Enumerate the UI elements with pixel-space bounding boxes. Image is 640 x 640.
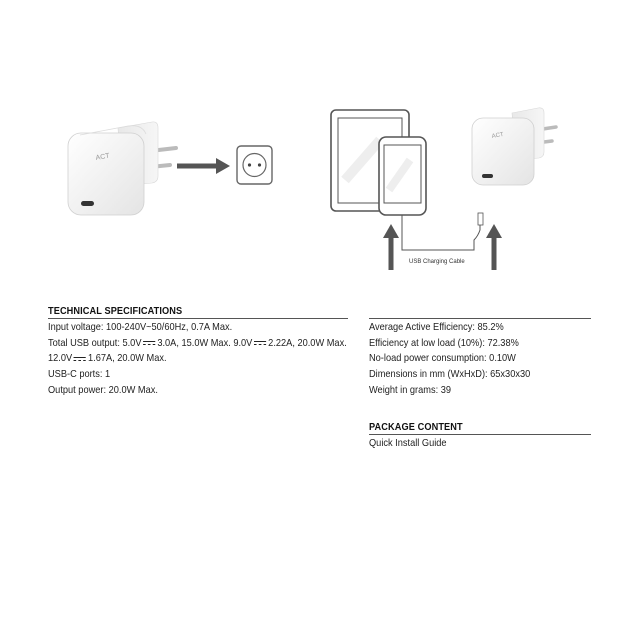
spec-total-output: Total USB output: 5.0V 3.0A, 15.0W Max. 9.0V 2.22A, 20.0W Max. bbox=[48, 336, 347, 349]
brand-logo: ACT bbox=[491, 131, 505, 140]
cable-label: USB Charging Cable bbox=[409, 259, 465, 265]
arrow-right-icon bbox=[177, 158, 230, 174]
specs-divider bbox=[48, 318, 348, 319]
efficiency-list bbox=[369, 320, 552, 399]
package-item: Quick Install Guide bbox=[369, 437, 447, 449]
specs-list bbox=[48, 320, 388, 399]
charger-icon bbox=[68, 122, 176, 215]
dc-symbol-icon bbox=[254, 340, 266, 346]
efficiency-average: Average Active Efficiency: 85.2% bbox=[369, 321, 504, 333]
spec-total-output-continued: 12.0V 1.67A, 20.0W Max. bbox=[48, 352, 167, 365]
dc-symbol-icon bbox=[143, 340, 155, 346]
spec-output-power: Output power: 20.0W Max. bbox=[48, 383, 158, 396]
package-heading: PACKAGE CONTENT bbox=[369, 422, 463, 433]
weight: Weight in grams: 39 bbox=[369, 383, 452, 396]
efficiency-no-load: No-load power consumption: 0.10W bbox=[369, 352, 516, 365]
specs-heading: TECHNICAL SPECIFICATIONS bbox=[48, 306, 183, 317]
brand-logo: ACT bbox=[95, 152, 111, 162]
efficiency-low-load: Efficiency at low load (10%): 72.38% bbox=[369, 336, 519, 349]
usb-cable-icon bbox=[402, 213, 483, 250]
wall-socket-icon bbox=[237, 146, 272, 184]
package-divider bbox=[369, 434, 591, 435]
diagram bbox=[0, 0, 640, 290]
efficiency-divider bbox=[369, 318, 591, 319]
spec-usbc-ports: USB-C ports: 1 bbox=[48, 368, 111, 381]
charger-icon bbox=[472, 108, 556, 185]
dc-symbol-icon bbox=[74, 356, 86, 362]
spec-input-voltage: Input voltage: 100-240V~50/60Hz, 0.7A Max. bbox=[48, 321, 233, 333]
dimensions: Dimensions in mm (WxHxD): 65x30x30 bbox=[369, 368, 531, 381]
phone-icon bbox=[379, 137, 426, 215]
